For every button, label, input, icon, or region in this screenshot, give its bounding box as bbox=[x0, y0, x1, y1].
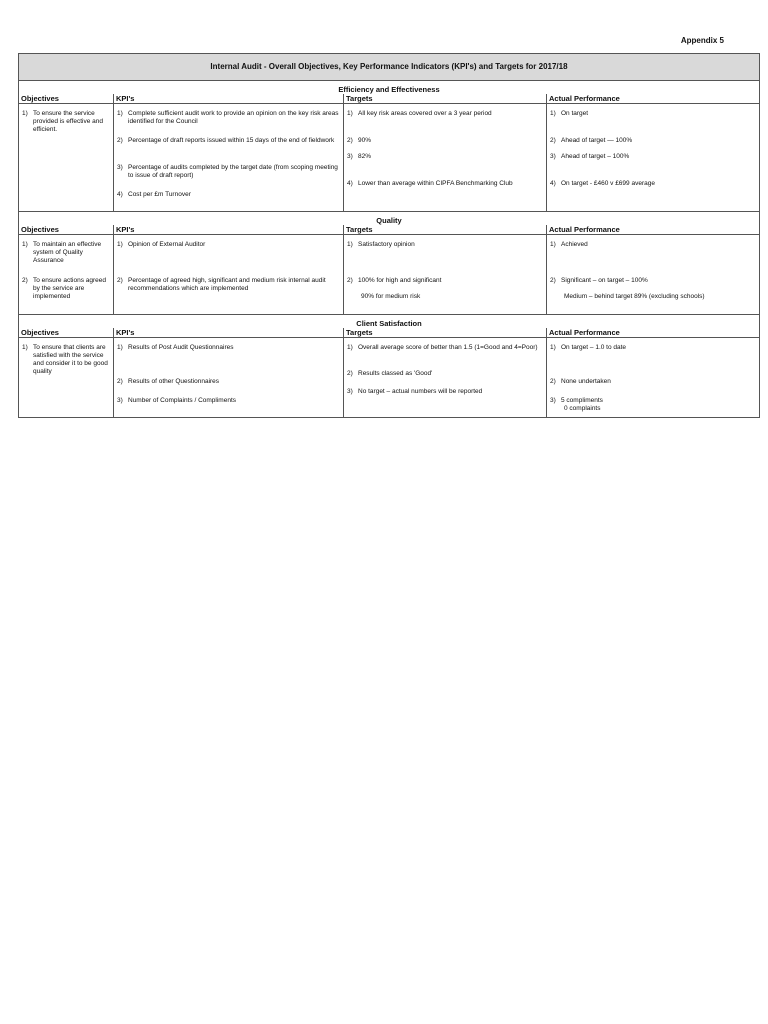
list-item: 1) Results of Post Audit Questionnaires bbox=[117, 344, 234, 351]
actual-column bbox=[546, 225, 759, 314]
list-item: 2) To ensure actions agreed by the service are implemented bbox=[22, 277, 106, 300]
list-item: 1) Complete sufficient audit work to provide an opinion on the key risk areas identified for the Council bbox=[117, 110, 339, 125]
column-header-objectives: Objectives bbox=[19, 94, 113, 104]
list-item: 1) To maintain an effective system of Quality Assurance bbox=[22, 241, 102, 264]
list-item: 4) Cost per £m Turnover bbox=[117, 191, 191, 198]
section-efficiency bbox=[19, 81, 759, 212]
kpis-column bbox=[113, 328, 343, 417]
targets-column bbox=[343, 94, 546, 211]
list-item: 1) On target bbox=[550, 110, 589, 117]
list-item: 3) Percentage of audits completed by the target date (from scoping meeting to issue of draft report) bbox=[117, 164, 338, 179]
list-item: 2) Percentage of draft reports issued within 15 days of the end of fieldwork bbox=[117, 137, 335, 144]
list-item: Medium – behind target 89% (excluding schools) bbox=[564, 293, 705, 300]
list-item: 1) Achieved bbox=[550, 241, 588, 248]
list-item: 2) Ahead of target — 100% bbox=[550, 137, 633, 144]
kpi-table bbox=[18, 53, 760, 418]
list-item: 2) Percentage of agreed high, significant and medium risk internal audit recommendations which are implemented bbox=[117, 277, 326, 292]
list-item: 3) Ahead of target – 100% bbox=[550, 153, 630, 160]
list-item: 1) On target – 1.0 to date bbox=[550, 344, 627, 351]
section-title: Quality bbox=[376, 216, 402, 225]
column-header-actual: Actual Performance bbox=[547, 225, 759, 235]
list-item: 2) Results of other Questionnaires bbox=[117, 378, 220, 385]
column-header-objectives: Objectives bbox=[19, 328, 113, 338]
list-item: 1) To ensure that clients are satisfied with the service and consider it to be good quality bbox=[22, 344, 108, 375]
column-header-targets: Targets bbox=[344, 94, 546, 104]
objectives-column bbox=[19, 225, 113, 314]
section-quality bbox=[19, 212, 759, 315]
column-header-objectives: Objectives bbox=[19, 225, 113, 235]
appendix-label: Appendix 5 bbox=[680, 36, 724, 45]
column-header-targets: Targets bbox=[344, 225, 546, 235]
list-item: 2) Significant – on target – 100% bbox=[550, 277, 648, 284]
column-header-actual: Actual Performance bbox=[547, 94, 759, 104]
column-header-kpis: KPI's bbox=[114, 328, 343, 338]
kpis-column bbox=[113, 225, 343, 314]
list-item: 3) 82% bbox=[347, 153, 372, 160]
list-item: 1) Satisfactory opinion bbox=[347, 241, 415, 248]
list-item: 0 complaints bbox=[564, 405, 601, 412]
section-client-satisfaction bbox=[19, 315, 759, 417]
list-item: 2) 90% bbox=[347, 137, 372, 144]
list-item: 4) On target - £460 v £699 average bbox=[550, 180, 655, 187]
list-item: 1) To ensure the service provided is effective and efficient. bbox=[22, 110, 103, 133]
kpis-column bbox=[113, 94, 343, 211]
objectives-column bbox=[19, 94, 113, 211]
section-title: Client Satisfaction bbox=[356, 319, 422, 328]
actual-column bbox=[546, 94, 759, 211]
list-item: 2) None undertaken bbox=[550, 378, 611, 385]
list-item: 2) Results classed as 'Good' bbox=[347, 370, 433, 377]
list-item: 3) No target – actual numbers will be reported bbox=[347, 388, 483, 395]
column-header-actual: Actual Performance bbox=[547, 328, 759, 338]
list-item: 1) Overall average score of better than 1.5 (1=Good and 4=Poor) bbox=[347, 344, 538, 351]
targets-column bbox=[343, 328, 546, 417]
list-item: 3) 5 compliments bbox=[550, 397, 603, 404]
objectives-column bbox=[19, 328, 113, 417]
actual-column bbox=[546, 328, 759, 417]
table-title: Internal Audit - Overall Objectives, Key Performance Indicators (KPI's) and Targets for 2017/18 bbox=[19, 54, 759, 81]
list-item: 1) All key risk areas covered over a 3 year period bbox=[347, 110, 492, 117]
column-header-kpis: KPI's bbox=[114, 94, 343, 104]
list-item: 4) Lower than average within CIPFA Benchmarking Club bbox=[347, 180, 513, 187]
column-header-targets: Targets bbox=[344, 328, 546, 338]
list-item: 1) Opinion of External Auditor bbox=[117, 241, 206, 248]
list-item: 2) 100% for high and significant bbox=[347, 277, 442, 284]
section-title: Efficiency and Effectiveness bbox=[338, 85, 440, 94]
list-item: 90% for medium risk bbox=[361, 293, 421, 300]
column-header-kpis: KPI's bbox=[114, 225, 343, 235]
targets-column bbox=[343, 225, 546, 314]
list-item: 3) Number of Complaints / Compliments bbox=[117, 397, 237, 404]
